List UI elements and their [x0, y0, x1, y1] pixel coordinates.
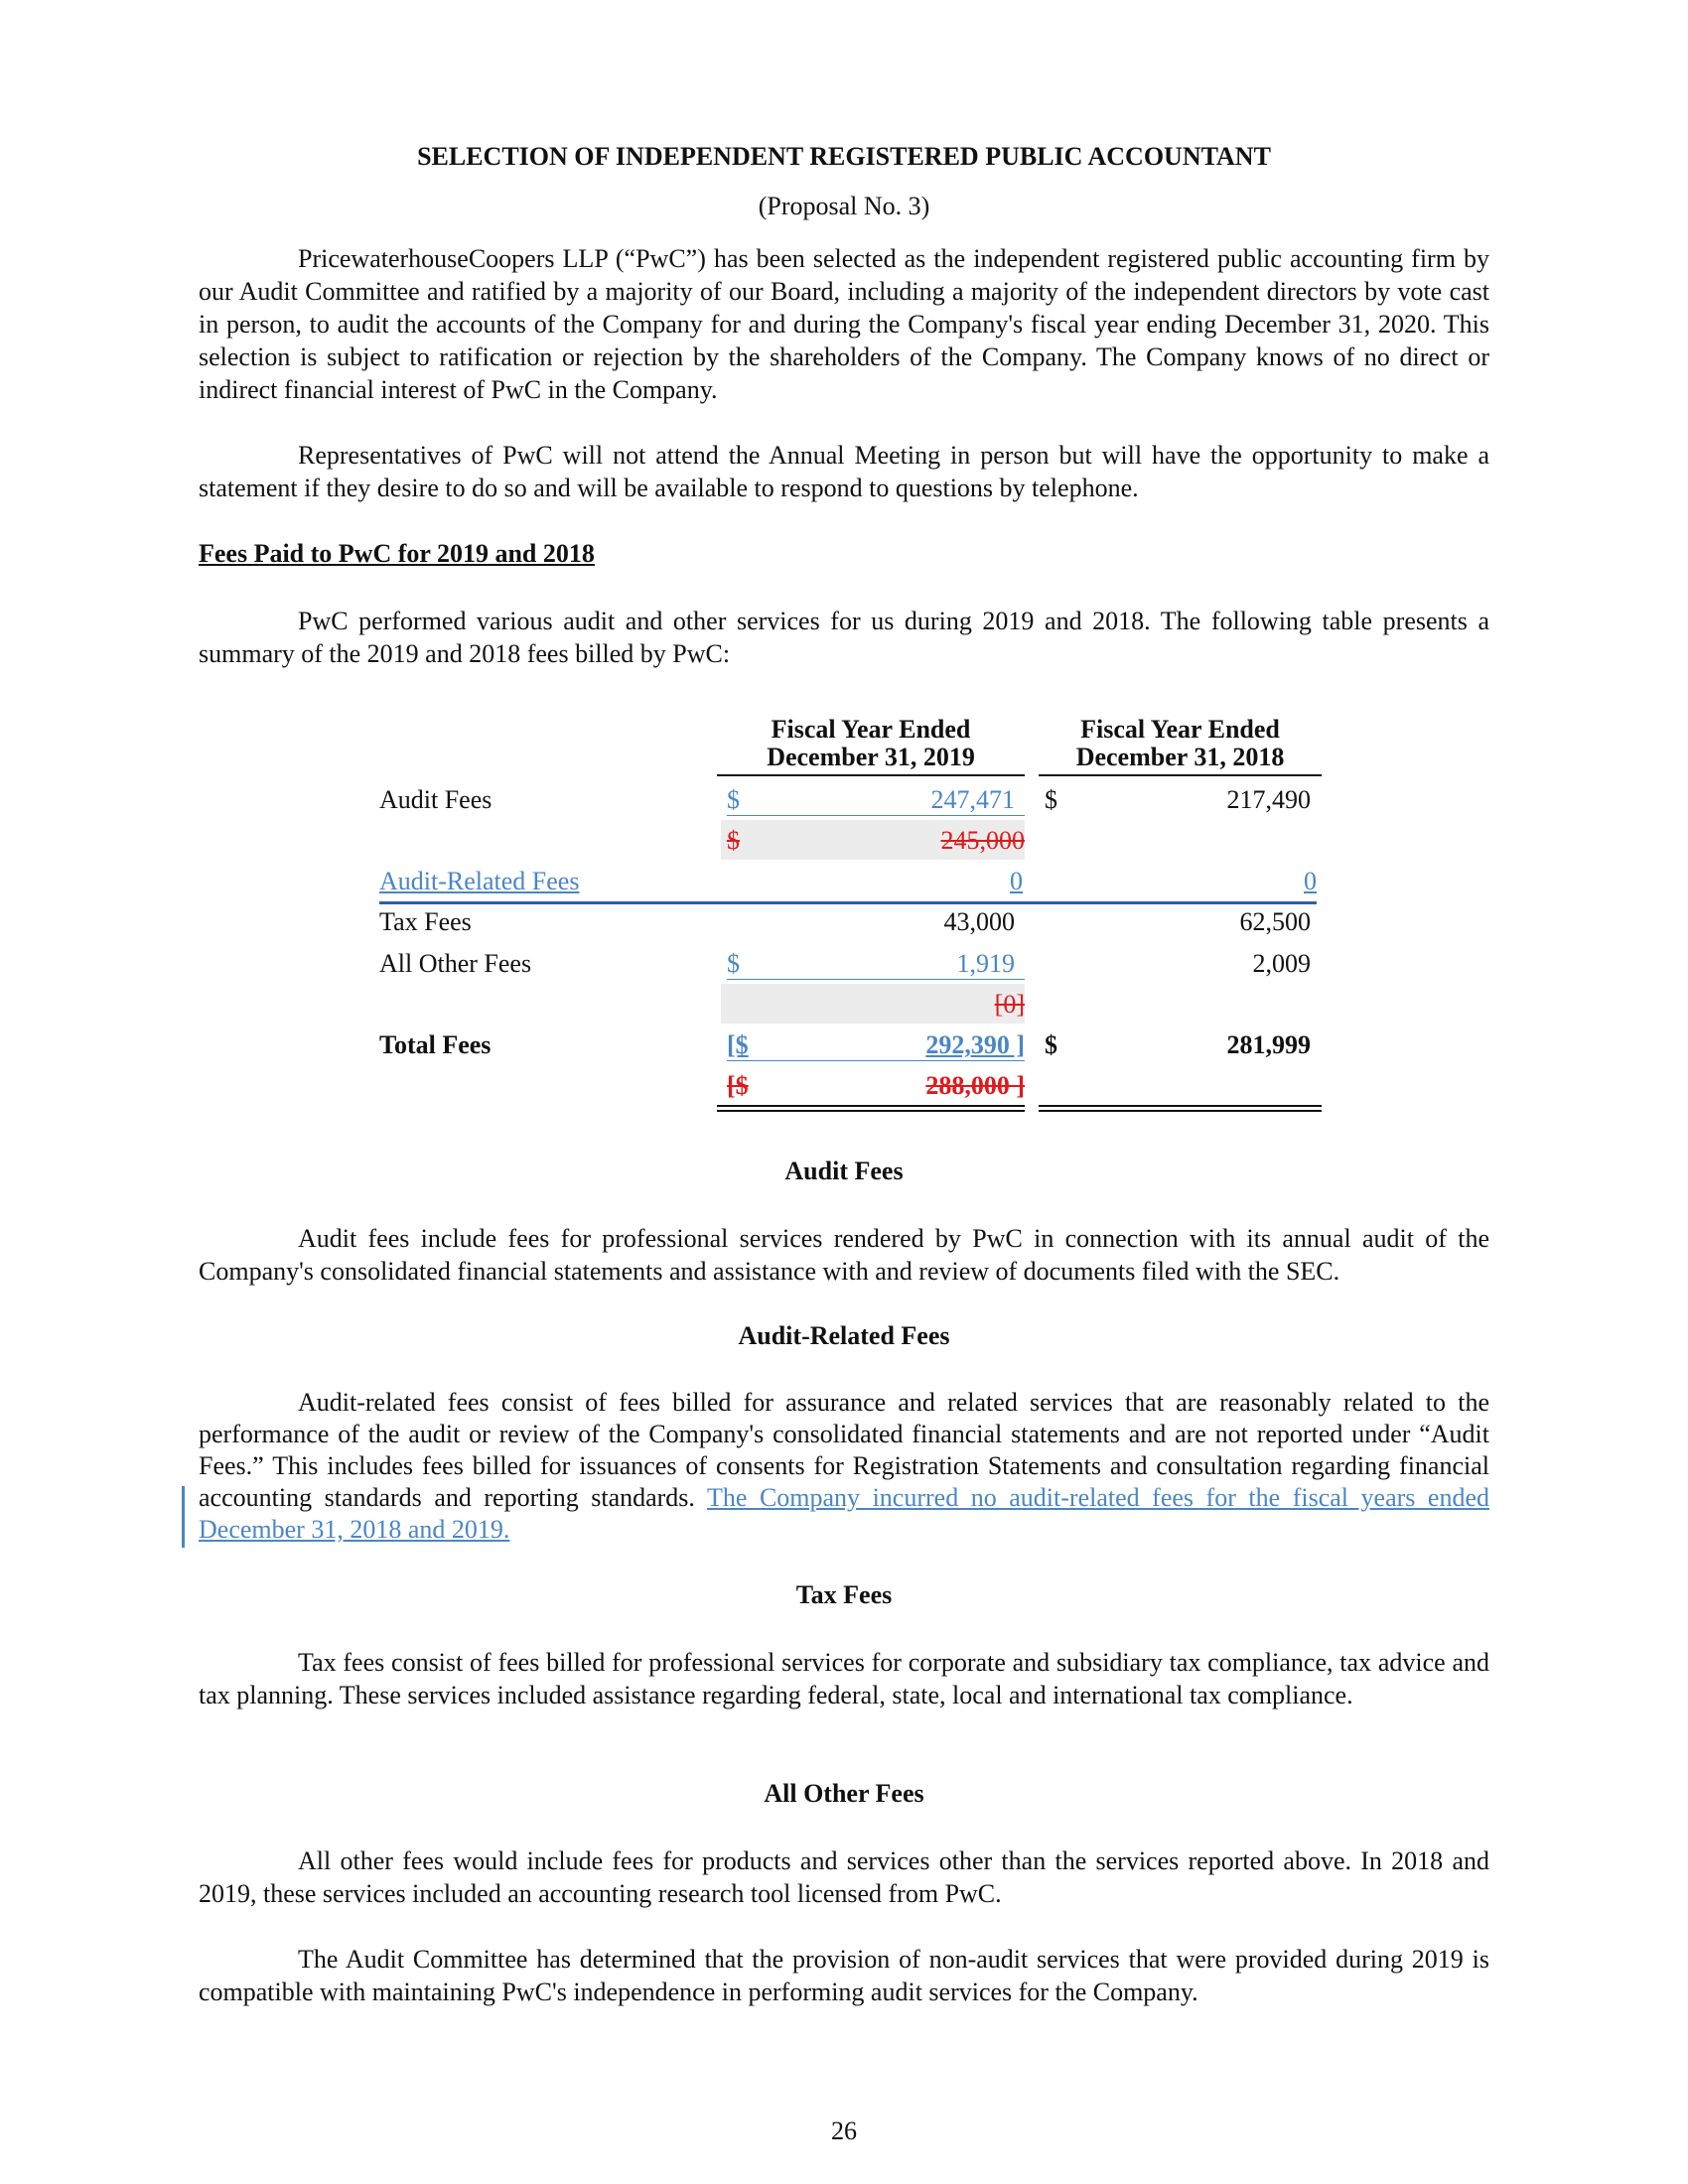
tax-fees-paragraph: Tax fees consist of fees billed for professional services for corporate and subsidiary tax compliance, tax advice and tax planning. These services included assistance regarding federal, state, local and international tax compliance. [199, 1648, 1489, 1709]
col-2019-header-rule [717, 774, 1025, 776]
all-other-fees-heading: All Other Fees [764, 1779, 924, 1808]
col-2018-header-line2: December 31, 2018 [1075, 743, 1285, 771]
audit-fees-2018-currency: $ [1045, 785, 1057, 814]
fees-intro-paragraph: PwC performed various audit and other services for us during 2019 and 2018. The following table presents a summary of the 2019 and 2018 fees billed by PwC: [199, 607, 1489, 668]
total-2018-double-rule-bottom [1039, 1110, 1322, 1112]
audit-related-2018-value: 0 [1304, 867, 1317, 895]
page-title: SELECTION OF INDEPENDENT REGISTERED PUBLIC ACCOUNTANT [417, 142, 1271, 171]
total-deleted-currency: [$ [727, 1071, 749, 1100]
total-2019-insert-underline [727, 1060, 1025, 1061]
other-fees-2019-insert-underline [727, 979, 1025, 980]
fees-heading: Fees Paid to PwC for 2019 and 2018 [199, 539, 595, 568]
col-2019-header [717, 716, 1025, 771]
row-label-audit-fees: Audit Fees [379, 785, 492, 814]
other-fees-2018-value: 2,009 [1252, 949, 1311, 978]
total-2019-double-rule-bottom [717, 1110, 1025, 1112]
audit-fees-2019-value: 247,471 [930, 785, 1015, 814]
row-label-tax-fees: Tax Fees [379, 907, 472, 936]
total-2019-currency: [$ [727, 1030, 749, 1059]
audit-related-text: Audit-related fees consist of fees billed for assurance and related services that are reasonably related to the performance of the audit or review of the Company's consolidated financial statements and are not reported under “Audit Fees.” This includes fees billed for issuances of consents for Registration Statements and consultation regarding financial accounting standards and reporting standards. [199, 1388, 1489, 1512]
page-number: 26 [831, 2116, 857, 2145]
audit-fees-paragraph: Audit fees include fees for professional services rendered by PwC in connection with its annual audit of the Company's consolidated financial statements and assistance with and review of documents filed with the SEC. [199, 1224, 1489, 1286]
col-2018-header-line1: Fiscal Year Ended [1080, 715, 1280, 744]
change-row-rule [379, 901, 1317, 904]
total-2018-double-rule-top [1039, 1105, 1322, 1107]
intro-paragraph: PricewaterhouseCoopers LLP (“PwC”) has been selected as the independent registered public accounting firm by our Audit Committee and ratified by a majority of our Board, including a majority of the independent directors by vote cast in person, to audit the accounts of the Company for and during the Company's fiscal year ending December 31, 2020. This selection is subject to ratification or rejection by the shareholders of the Company. The Company knows of no direct or indirect financial interest of PwC in the Company. [199, 244, 1489, 404]
revision-change-bar [182, 1486, 185, 1548]
col-2018-header [1039, 716, 1322, 771]
audit-fees-heading: Audit Fees [784, 1157, 904, 1185]
audit-related-inserted-text: The Company incurred no audit-related fees for the fiscal years ended December 31, 2018 and 2019. [199, 1483, 1489, 1544]
total-2018-value: 281,999 [1226, 1030, 1311, 1059]
other-fees-deleted-value: [0] [994, 990, 1025, 1019]
page-subtitle: (Proposal No. 3) [758, 192, 930, 220]
row-label-all-other-fees: All Other Fees [379, 949, 532, 978]
representatives-paragraph: Representatives of PwC will not attend the Annual Meeting in person but will have the opportunity to make a statement if they desire to do so and will be available to respond to questions by telephone. [199, 441, 1489, 502]
audit-fees-2018-value: 217,490 [1226, 785, 1311, 814]
audit-related-2019-value: 0 [1010, 867, 1023, 895]
tax-fees-2018-value: 62,500 [1239, 907, 1311, 936]
total-deleted-value: 288,000 ] [925, 1071, 1025, 1100]
other-fees-2019-value: 1,919 [956, 949, 1015, 978]
audit-fees-deleted-value: 245,000 [940, 826, 1025, 855]
audit-fees-2019-insert-underline [727, 815, 1025, 816]
col-2019-header-line1: Fiscal Year Ended [771, 715, 971, 744]
total-2018-currency: $ [1045, 1030, 1057, 1059]
audit-fees-2019-currency: $ [727, 785, 740, 814]
tax-fees-heading: Tax Fees [795, 1580, 893, 1609]
tax-fees-2019-value: 43,000 [943, 907, 1015, 936]
col-2019-header-line2: December 31, 2019 [767, 743, 975, 771]
row-label-total-fees: Total Fees [379, 1030, 492, 1059]
audit-fees-deleted-currency: $ [727, 826, 740, 855]
audit-committee-paragraph: The Audit Committee has determined that the provision of non-audit services that were provided during 2019 is compatible with maintaining PwC's independence in performing audit services for the Company. [199, 1945, 1489, 2006]
audit-related-paragraph [199, 1387, 1489, 1546]
total-2019-value: 292,390 ] [925, 1030, 1025, 1059]
all-other-fees-paragraph: All other fees would include fees for products and services other than the services reported above. In 2018 and 2019, these services included an accounting research tool licensed from PwC. [199, 1846, 1489, 1908]
row-label-audit-related-fees: Audit-Related Fees [379, 867, 580, 895]
col-2018-header-rule [1039, 774, 1322, 776]
other-fees-2019-currency: $ [727, 949, 740, 978]
audit-related-heading: Audit-Related Fees [738, 1321, 950, 1350]
total-2019-double-rule-top [717, 1105, 1025, 1107]
